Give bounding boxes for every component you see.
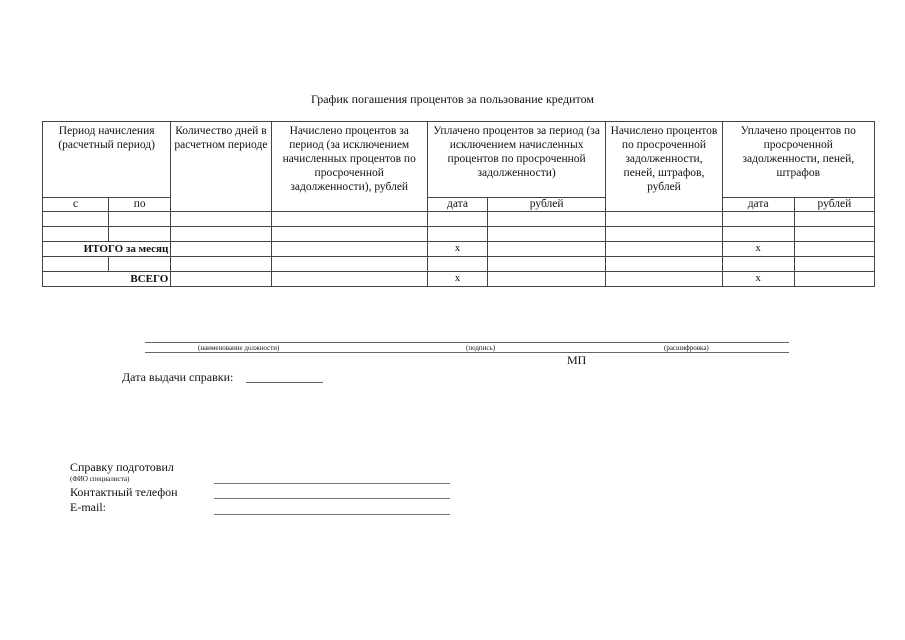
overdue-paid-rub-header: рублей xyxy=(794,198,874,212)
period-header: Период начисления (расчетный период) xyxy=(43,122,171,198)
accrued-header: Начислено процентов за период (за исключением начисленных процентов по просроченной задолженности), рублей xyxy=(271,122,427,212)
days-header: Количество дней в расчетном периоде xyxy=(171,122,271,212)
header-row xyxy=(43,122,875,198)
stamp-label: МП xyxy=(567,353,587,367)
x-mark: х xyxy=(722,272,794,287)
overdue-paid-date-header: дата xyxy=(722,198,794,212)
phone-label: Контактный телефон xyxy=(70,485,178,499)
signature-line-top xyxy=(145,342,789,343)
paid-header: Уплачено процентов за период (за исключением начисленных процентов по просроченной задолженности) xyxy=(427,122,605,198)
month-total-row xyxy=(43,242,875,257)
grand-total-row xyxy=(43,272,875,287)
issue-date-label: Дата выдачи справки: xyxy=(122,370,234,384)
paid-rub-header: рублей xyxy=(488,198,606,212)
document-title: График погашения процентов за пользование кредитом xyxy=(311,92,594,106)
decryption-caption: (расшифровка) xyxy=(664,344,709,352)
table-row xyxy=(43,257,875,272)
x-mark: х xyxy=(427,242,487,257)
x-mark: х xyxy=(427,272,487,287)
table-row xyxy=(43,212,875,227)
period-to-header: по xyxy=(109,198,171,212)
subheader-row xyxy=(43,198,875,212)
phone-field[interactable] xyxy=(214,498,450,499)
fio-field[interactable] xyxy=(214,483,450,484)
fio-caption: (ФИО специалиста) xyxy=(70,475,130,483)
x-mark: х xyxy=(722,242,794,257)
period-from-header: с xyxy=(43,198,109,212)
prepared-by-label: Справку подготовил xyxy=(70,460,174,474)
email-label: E-mail: xyxy=(70,500,106,514)
grand-total-label: ВСЕГО xyxy=(43,272,171,287)
overdue-paid-header: Уплачено процентов по просроченной задолженности, пеней, штрафов xyxy=(722,122,874,198)
table-row xyxy=(43,227,875,242)
paid-date-header: дата xyxy=(427,198,487,212)
signature-line-bottom xyxy=(145,352,789,353)
month-total-label: ИТОГО за месяц xyxy=(43,242,171,257)
interest-schedule-table xyxy=(42,121,875,287)
position-caption: (наименование должности) xyxy=(198,344,280,352)
signature-caption: (подпись) xyxy=(466,344,496,352)
issue-date-field[interactable] xyxy=(246,382,323,383)
email-field[interactable] xyxy=(214,514,450,515)
overdue-accrued-header: Начислено процентов по просроченной задолженности, пеней, штрафов, рублей xyxy=(606,122,722,212)
